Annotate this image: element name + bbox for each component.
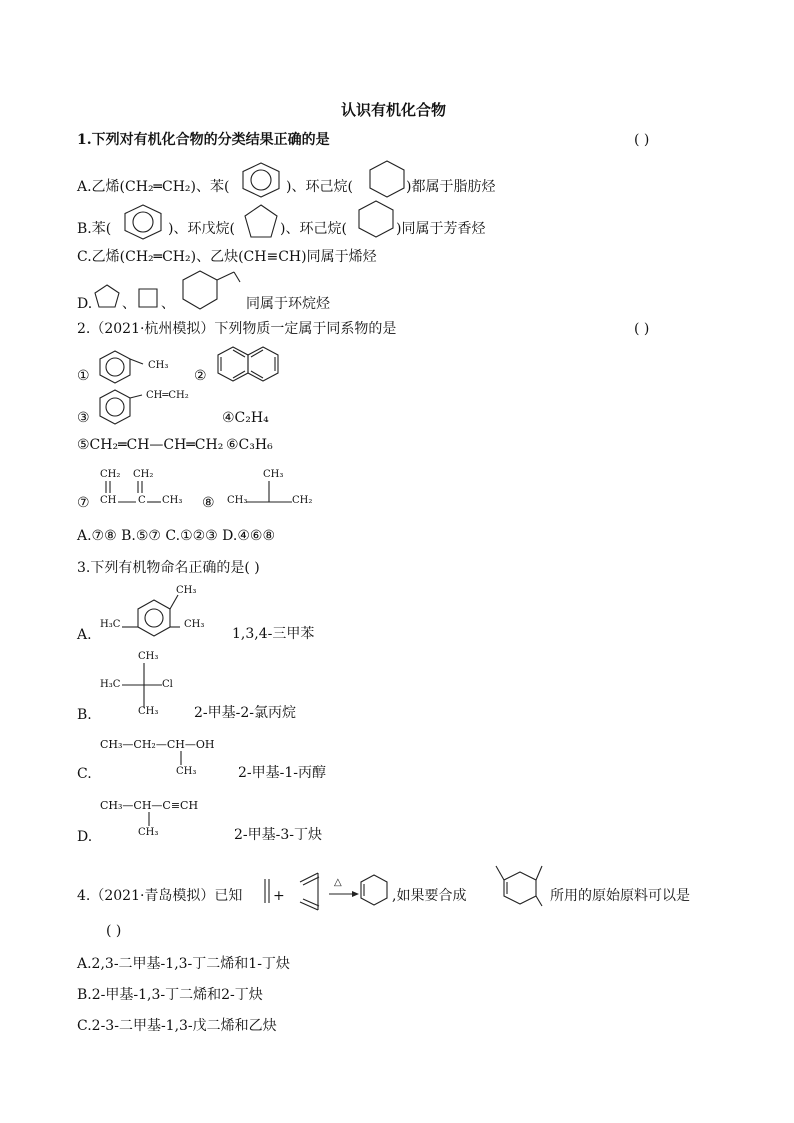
cyclopentane-structure xyxy=(244,204,278,238)
q1-answer-paren: ( ) xyxy=(634,132,650,148)
benzene-structure xyxy=(120,204,166,240)
tert-butyl-chloride-bonds xyxy=(120,662,164,708)
q3-option-c-formula: CH₃—CH₂—CH—OH xyxy=(100,738,215,751)
q2-item-6: ⑥C₃H₆ xyxy=(226,437,273,453)
toluene-methyl-label: CH₃ xyxy=(148,360,169,371)
h3c-label: H₃C xyxy=(100,679,121,690)
q3-stem: 3.下列有机物命名正确的是( ) xyxy=(77,560,260,576)
q4-stem-part1: 4.（2021·青岛模拟）已知 xyxy=(77,888,243,904)
q2-options: A.⑦⑧ B.⑤⑦ C.①②③ D.④⑥⑧ xyxy=(77,528,275,544)
cl-label: Cl xyxy=(162,679,173,690)
h3c-label: H₃C xyxy=(100,619,121,630)
branch-bond xyxy=(146,811,152,827)
heat-symbol: △ xyxy=(334,877,342,888)
ch3-label: CH₃ xyxy=(263,469,284,480)
double-bond-lines xyxy=(100,480,150,494)
ch2-label: CH₂ xyxy=(133,469,154,480)
q4-option-b: B.2-甲基-1,3-丁二烯和2-丁炔 xyxy=(77,987,263,1003)
isobutane-bonds xyxy=(244,480,294,504)
q3-option-b-name: 2-甲基-2-氯丙烷 xyxy=(194,705,297,721)
q2-item-1-label: ① xyxy=(77,368,90,384)
q3-option-c-label: C. xyxy=(77,766,92,782)
q1-option-b-part1: B.苯( xyxy=(77,221,112,237)
ch2-label: CH₂ xyxy=(292,495,313,506)
styrene-vinyl-label: CH═CH₂ xyxy=(146,390,189,401)
butadiene-structure xyxy=(298,872,324,912)
cyclopentane-structure xyxy=(94,284,120,308)
q4-option-a: A.2,3-二甲基-1,3-丁二烯和1-丁炔 xyxy=(77,956,290,972)
q4-plus-sign: + xyxy=(273,888,285,904)
q4-stem-part3: 所用的原始原料可以是 xyxy=(550,888,690,904)
ch3-label: CH₃ xyxy=(138,827,159,838)
ch3-label: CH₃ xyxy=(162,495,183,506)
ch3-label: CH₃ xyxy=(138,651,159,662)
q2-item-7-label: ⑦ xyxy=(77,495,90,511)
ch3-label: CH₃ xyxy=(176,585,197,596)
q1-stem: 1.下列对有机化合物的分类结果正确的是 xyxy=(77,132,330,148)
q1-option-a-part1: A.乙烯(CH₂═CH₂)、苯( xyxy=(77,179,230,195)
ch-label: CH xyxy=(100,495,117,506)
ch3-label: CH₃ xyxy=(184,619,205,630)
ch3-label: CH₃ xyxy=(176,766,197,777)
ch3-label: CH₃ xyxy=(138,706,159,717)
cyclohexane-structure xyxy=(358,200,394,238)
q2-item-2-label: ② xyxy=(194,368,207,384)
q3-option-d-label: D. xyxy=(77,829,93,845)
q2-answer-paren: ( ) xyxy=(634,321,650,337)
q3-option-d-name: 2-甲基-3-丁炔 xyxy=(234,827,323,843)
q2-item-3-label: ③ xyxy=(77,410,90,426)
q1-option-c: C.乙烯(CH₂═CH₂)、乙炔(CH≡CH)同属于烯烃 xyxy=(77,249,377,265)
q1-option-d-label: D. xyxy=(77,296,93,312)
reaction-arrow-icon xyxy=(328,890,360,898)
branch-bond xyxy=(178,750,184,766)
q2-item-5: ⑤CH₂═CH—CH═CH₂ xyxy=(77,437,224,453)
q2-item-8-label: ⑧ xyxy=(202,495,215,511)
benzene-structure xyxy=(238,162,284,198)
ch3-label: CH₃ xyxy=(227,495,248,506)
target-product-structure xyxy=(494,864,544,908)
trimethylbenzene-structure xyxy=(120,590,190,646)
q4-answer-paren: ( ) xyxy=(106,923,122,939)
q2-stem: 2.（2021·杭州模拟）下列物质一定属于同系物的是 xyxy=(77,321,397,337)
naphthalene-structure xyxy=(216,346,282,382)
methylcyclohexane-structure xyxy=(182,270,240,310)
q3-option-d-formula: CH₃—CH—C≡CH xyxy=(100,799,199,812)
page-title: 认识有机化合物 xyxy=(341,101,447,119)
q3-option-a-label: A. xyxy=(77,627,92,643)
cyclohexane-structure xyxy=(368,160,406,198)
q3-option-c-name: 2-甲基-1-丙醇 xyxy=(238,765,327,781)
q3-option-b-label: B. xyxy=(77,707,92,723)
cyclobutane-structure xyxy=(138,288,158,308)
ethylene-double-bond xyxy=(262,878,272,904)
q3-option-a-name: 1,3,4-三甲苯 xyxy=(232,626,315,642)
q1-option-d-separator: 、 xyxy=(161,296,175,312)
q1-option-d-separator: 、 xyxy=(122,296,136,312)
ch2-label: CH₂ xyxy=(100,469,121,480)
q4-stem-part2: ,如果要合成 xyxy=(392,888,467,904)
q1-option-b-part4: )同属于芳香烃 xyxy=(396,221,486,237)
q1-option-b-part2: )、环戊烷( xyxy=(168,221,235,237)
q2-item-4: ④C₂H₄ xyxy=(222,410,269,426)
q1-option-b-part3: )、环己烷( xyxy=(280,221,347,237)
q4-option-c: C.2-3-二甲基-1,3-戊二烯和乙炔 xyxy=(77,1018,277,1034)
q1-option-a-part3: )都属于脂肪烃 xyxy=(406,179,496,195)
cyclohexene-structure xyxy=(360,874,388,906)
q1-option-a-part2: )、环己烷( xyxy=(286,179,353,195)
c-label: C xyxy=(138,495,146,506)
styrene-structure xyxy=(97,389,145,425)
q1-option-d-text: 同属于环烷烃 xyxy=(246,296,330,312)
toluene-structure xyxy=(97,350,145,384)
